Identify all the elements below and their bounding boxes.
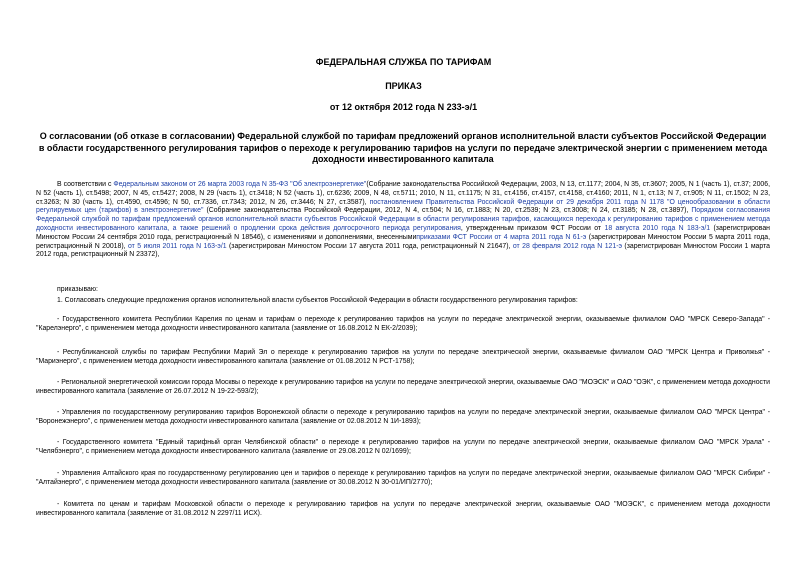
order-word: приказываю: xyxy=(57,286,98,293)
preamble-text-2: (Собрание законодательства Российской Федерации, 2003, N 13, ст.1177; 2004, N 35, ст.3607; 2005, N 1 (часть 1), ст.37; 2006, N 52 (часть 1), ст.5498; 2007, N 45, ст.5427; 2008, N 29 (часть 1), ст.3418; N 52 (часть 1), ст.6236; 2009, N 48, ст.5711; 2010, N 11, ст.1175; N 31, ст.4156, ст.4157, ст.4158, ст.4160; 2011, N 1, ст.13; N 7, ст.905; N 11, ст.1502; N 23, ст.3263; N 30 (часть 1), ст.4590, ст.4596; N 50, ст.7336, ст.7343; 2012, N 26, ст.3446; N 27, ст.3587), xyxy=(36,181,770,206)
document-type: ПРИКАЗ xyxy=(385,81,422,91)
preamble-text-8: (зарегистрирован Минюстом России 1 марта 2012 года, регистрационный N 23372), xyxy=(36,242,770,259)
list-item: - Комитета по ценам и тарифам Московской области о переходе к регулированию тарифов на услуги по передаче электрической энергии, оказываемые ОАО "МОЭСК", с применением метода доходности инвестированного капитала (заявление от 31.08.2012 N 2297/11 ИСХ). xyxy=(36,501,770,517)
link-order-183[interactable]: 18 августа 2010 года N 183-э/1 xyxy=(604,224,711,232)
document-title: О согласовании (об отказе в согласовании) Федеральной службой по тарифам предложений органов исполнительной власти субъектов Российской Федерации в области государственного регулирования тарифов о переходе к регулированию тарифов на услуги по передаче электрической энергии с применением метода доходности инвестированного капитала xyxy=(38,131,768,165)
preamble-text-6: (зарегистрирован Минюстом России 5 марта 2011 года, регистрационный N 20018), xyxy=(36,233,770,250)
preamble-text-3: (Собрание законодательства Российской Федерации, 2012, N 4, ст.504; N 16, ст.1883; N 20, ст.2539; N 23, ст.3008; N 24, ст.3185; N 28, ст.3897), xyxy=(203,207,692,215)
link-order-61[interactable]: приказами ФСТ России от 4 марта 2011 года N 61-э xyxy=(416,233,587,241)
agency-name: ФЕДЕРАЛЬНАЯ СЛУЖБА ПО ТАРИФАМ xyxy=(315,57,492,67)
preamble-text-4: , утвержденным приказом ФСТ России от xyxy=(460,224,605,232)
link-order-163[interactable]: от 5 июля 2011 года N 163-э/1 xyxy=(127,242,227,250)
link-government-resolution[interactable]: постановлением Правительства Российской Федерации от 29 декабря 2011 года N 1178 "О ценообразовании в области регулируемых цен (тарифов) в электроэнергетике" xyxy=(36,198,770,215)
link-approval-procedure[interactable]: Порядком согласования Федеральной службой по тарифам предложений органов исполнительной власти субъектов Российской Федерации в области регулирования тарифов, касающихся перехода к регулированию тарифов с применением метода доходности инвестированного капитала, а также решений о продлении срока действия долгосрочного периода регулирования xyxy=(36,207,770,232)
list-item: - Управления Алтайского края по государственному регулированию цен и тарифов о переходе к регулированию тарифов на услуги по передаче электрической энергии, оказываемые филиалом ОАО "МРСК Сибири" - "Алтайэнерго", с применением метода доходности инвестированного капитала (заявление от 30.08.2012 N 30-01/ИП/2770); xyxy=(36,470,770,486)
preamble-text-7: (зарегистрирован Минюстом России 17 августа 2011 года, регистрационный N 21647), xyxy=(226,242,513,250)
list-item: - Государственного комитета Республики Карелия по ценам и тарифам о переходе к регулированию тарифов на услуги по передаче электрической энергии, оказываемые филиалом ОАО "МРСК Северо-Запада" - "Карелэнерго", с применением метода доходности инвестированного капитала (заявление от 16.08.2012 N ЕК-2/2039); xyxy=(36,316,770,332)
preamble-text-1: В соответствии с xyxy=(57,181,114,188)
list-item: - Государственного комитета "Единый тарифный орган Челябинской области" о переходе к регулированию тарифов на услуги по передаче электрической энергии, оказываемые филиалом ОАО "МРСК Урала" - "Челябэнерго", с применением метода доходности инвестированного капитала (заявление от 29.08.2012 N 02/1699); xyxy=(36,439,770,455)
document-date-number: от 12 октября 2012 года N 233-э/1 xyxy=(329,102,478,112)
preamble-text-5: (зарегистрирован Минюстом России 24 сентября 2010 года, регистрационный N 18546), с изменениями и дополнениями, внесенными xyxy=(36,224,770,241)
order-item-1: 1. Согласовать следующие предложения органов исполнительной власти субъектов Российской Федерации в области государственного регулирования тарифов: xyxy=(57,297,578,304)
link-order-121[interactable]: от 28 февраля 2012 года N 121-э xyxy=(512,242,622,250)
link-federal-law[interactable]: Федеральным законом от 26 марта 2003 года N 35-ФЗ "Об электроэнергетике" xyxy=(113,181,367,188)
list-item: - Республиканской службы по тарифам Республики Марий Эл о переходе к регулированию тарифов на услуги по передаче электрической энергии, оказываемые филиалом ОАО "МРСК Центра и Приволжья" - "Мариэнерго", с применением метода доходности инвестированного капитала (заявление от 01.08.2012 N РСТ-1758); xyxy=(36,349,770,365)
list-item: - Региональной энергетической комиссии города Москвы о переходе к регулированию тарифов на услуги по передаче электрической энергии, оказываемые ОАО "МОЭСК" и ОАО "ОЭК", с применением метода доходности инвестированного капитала (заявление от 26.07.2012 N 19-22-593/2); xyxy=(36,379,770,395)
preamble-paragraph xyxy=(36,181,770,260)
list-item: - Управления по государственному регулированию тарифов Воронежской области о переходе к регулированию тарифов на услуги по передаче электрической энергии, оказываемые филиалом ОАО "МРСК Центра" - "Воронежэнерго", с применением метода доходности инвестированного капитала (заявление от 02.08.2012 N 1И-1893); xyxy=(36,409,770,425)
